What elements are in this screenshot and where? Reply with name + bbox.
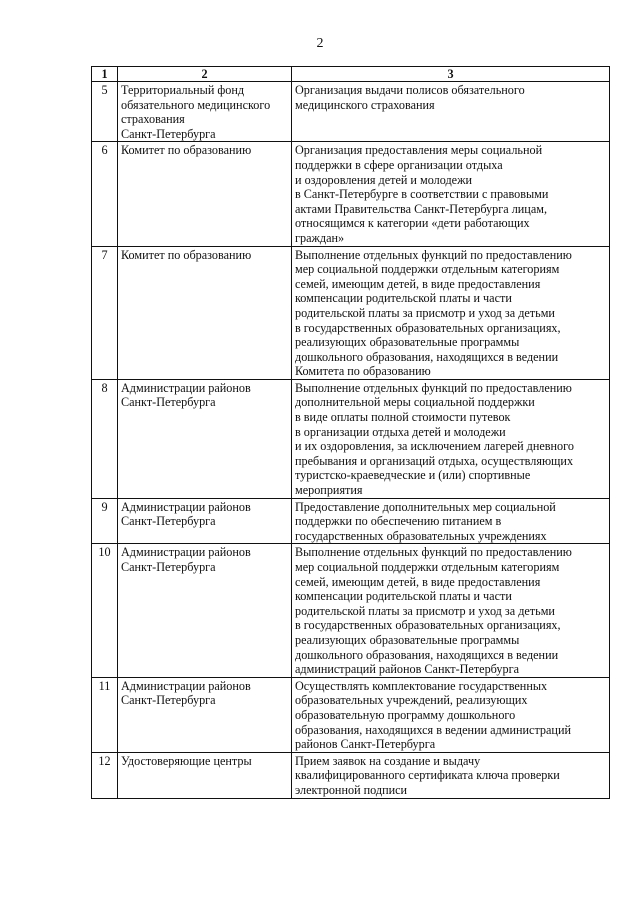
row-number: 7 bbox=[92, 246, 118, 379]
row-description: Выполнение отдельных функций по предоставлению мер социальной поддержки отдельным категориям семей, имеющим детей, в виде предоставления компенсации родительской платы и части родительской платы за присмотр и уход за детьми в государственных образовательных организациях, реализующих образовательные программы дошкольного образования, находящихся в ведении администраций районов Санкт-Петербурга bbox=[292, 544, 610, 677]
row-number: 11 bbox=[92, 677, 118, 752]
row-organization: Удостоверяющие центры bbox=[118, 752, 292, 798]
services-table bbox=[91, 66, 610, 799]
row-description: Выполнение отдельных функций по предоставлению дополнительной меры социальной поддержки в виде оплаты полной стоимости путевок в организации отдыха детей и молодежи и их оздоровления, за исключением лагерей дневного пребывания и организаций отдыха, осуществляющих туристско-краеведческие и (или) спортивные мероприятия bbox=[292, 379, 610, 498]
table-row bbox=[92, 379, 610, 498]
header-col-2: 2 bbox=[118, 67, 292, 82]
header-col-1: 1 bbox=[92, 67, 118, 82]
row-organization: Администрации районов Санкт-Петербурга bbox=[118, 677, 292, 752]
row-description: Осуществлять комплектование государственных образовательных учреждений, реализующих образовательную программу дошкольного образования, находящихся в ведении администраций районов Санкт-Петербурга bbox=[292, 677, 610, 752]
row-number: 10 bbox=[92, 544, 118, 677]
table-row bbox=[92, 246, 610, 379]
page-number: 2 bbox=[316, 36, 324, 51]
row-description: Выполнение отдельных функций по предоставлению мер социальной поддержки отдельным категориям семей, имеющим детей, в виде предоставления компенсации родительской платы и части родительской платы за присмотр и уход за детьми в государственных образовательных организациях, реализующих образовательные программы дошкольного образования, находящихся в ведении Комитета по образованию bbox=[292, 246, 610, 379]
header-col-3: 3 bbox=[292, 67, 610, 82]
row-number: 9 bbox=[92, 498, 118, 544]
table-row bbox=[92, 677, 610, 752]
row-organization: Территориальный фонд обязательного медицинского страхования Санкт-Петербурга bbox=[118, 82, 292, 142]
row-description: Прием заявок на создание и выдачу квалифицированного сертификата ключа проверки электронной подписи bbox=[292, 752, 610, 798]
table-header-row bbox=[92, 67, 610, 82]
row-number: 8 bbox=[92, 379, 118, 498]
row-organization: Администрации районов Санкт-Петербурга bbox=[118, 379, 292, 498]
table-row bbox=[92, 544, 610, 677]
row-organization: Администрации районов Санкт-Петербурга bbox=[118, 498, 292, 544]
table-row bbox=[92, 82, 610, 142]
table-row bbox=[92, 752, 610, 798]
row-number: 5 bbox=[92, 82, 118, 142]
row-description: Организация выдачи полисов обязательного медицинского страхования bbox=[292, 82, 610, 142]
row-number: 6 bbox=[92, 142, 118, 246]
row-description: Предоставление дополнительных мер социальной поддержки по обеспечению питанием в государственных образовательных учреждениях bbox=[292, 498, 610, 544]
row-number: 12 bbox=[92, 752, 118, 798]
row-description: Организация предоставления меры социальной поддержки в сфере организации отдыха и оздоровления детей и молодежи в Санкт-Петербурге в соответствии с правовыми актами Правительства Санкт-Петербурга лицам, относящимся к категории «дети работающих граждан» bbox=[292, 142, 610, 246]
row-organization: Комитет по образованию bbox=[118, 246, 292, 379]
row-organization: Администрации районов Санкт-Петербурга bbox=[118, 544, 292, 677]
table-row bbox=[92, 498, 610, 544]
row-organization: Комитет по образованию bbox=[118, 142, 292, 246]
table-row bbox=[92, 142, 610, 246]
